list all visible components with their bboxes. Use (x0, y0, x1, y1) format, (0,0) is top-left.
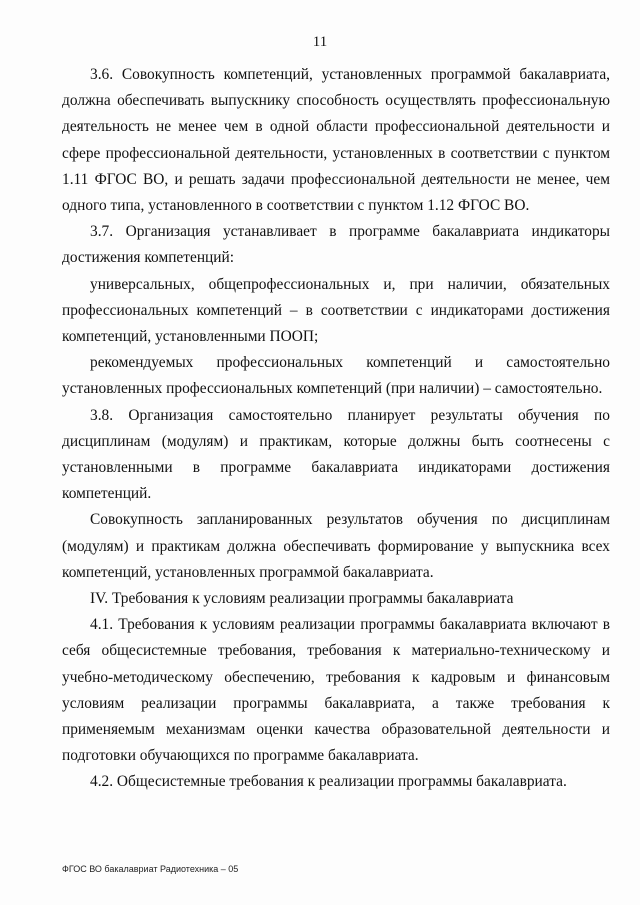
paragraph-3-8-continuation: Совокупность запланированных результатов обучения по дисциплинам (модулям) и практикам должна обеспечивать формирование у выпускника всех компетенций, установленных программой бакалавриата. (62, 511, 610, 581)
paragraph-3-7-list-item-2: рекомендуемых профессиональных компетенций и самостоятельно установленных профессиональных компетенций (при наличии) – самостоятельно. (62, 354, 610, 398)
paragraph-3-8: 3.8. Организация самостоятельно планирует результаты обучения по дисциплинам (модулям) и практикам, которые должны быть соотнесены с установленными в программе бакалавриата индикаторами достижения компетенций. (62, 406, 610, 503)
paragraph-4-2: 4.2. Общесистемные требования к реализации программы бакалавриата. (90, 773, 567, 791)
page-footer: ФГОС ВО бакалавриат Радиотехника – 05 (62, 864, 239, 874)
document-body (62, 62, 610, 796)
paragraph-3-6: 3.6. Совокупность компетенций, установленных программой бакалавриата, должна обеспечивать выпускнику способность осуществлять профессиональную деятельность не менее чем в одной области профессиональной деятельности и сфере профессиональной деятельности, установленных в соответствии с пунктом 1.11 ФГОС ВО, и решать задачи профессиональной деятельности не менее, чем одного типа, установленного в соответствии с пунктом 1.12 ФГОС ВО. (62, 66, 610, 215)
paragraph-3-7: 3.7. Организация устанавливает в программе бакалавриата индикаторы достижения компетенций: (62, 223, 610, 267)
paragraph-4-1: 4.1. Требования к условиям реализации программы бакалавриата включают в себя общесистемные требования, требования к материально-техническому и учебно-методическому обеспечению, требования к кадровым и финансовым условиям реализации программы бакалавриата, а также требования к применяемым механизмам оценки качества образовательной деятельности и подготовки обучающихся по программе бакалавриата. (62, 616, 610, 765)
paragraph-3-7-list-item-1: универсальных, общепрофессиональных и, при наличии, обязательных профессиональных компетенций – в соответствии с индикаторами достижения компетенций, установленными ПООП; (62, 275, 610, 346)
section-heading: IV. Требования к условиям реализации программы бакалавриата (90, 590, 514, 608)
page-number: 11 (312, 34, 328, 50)
